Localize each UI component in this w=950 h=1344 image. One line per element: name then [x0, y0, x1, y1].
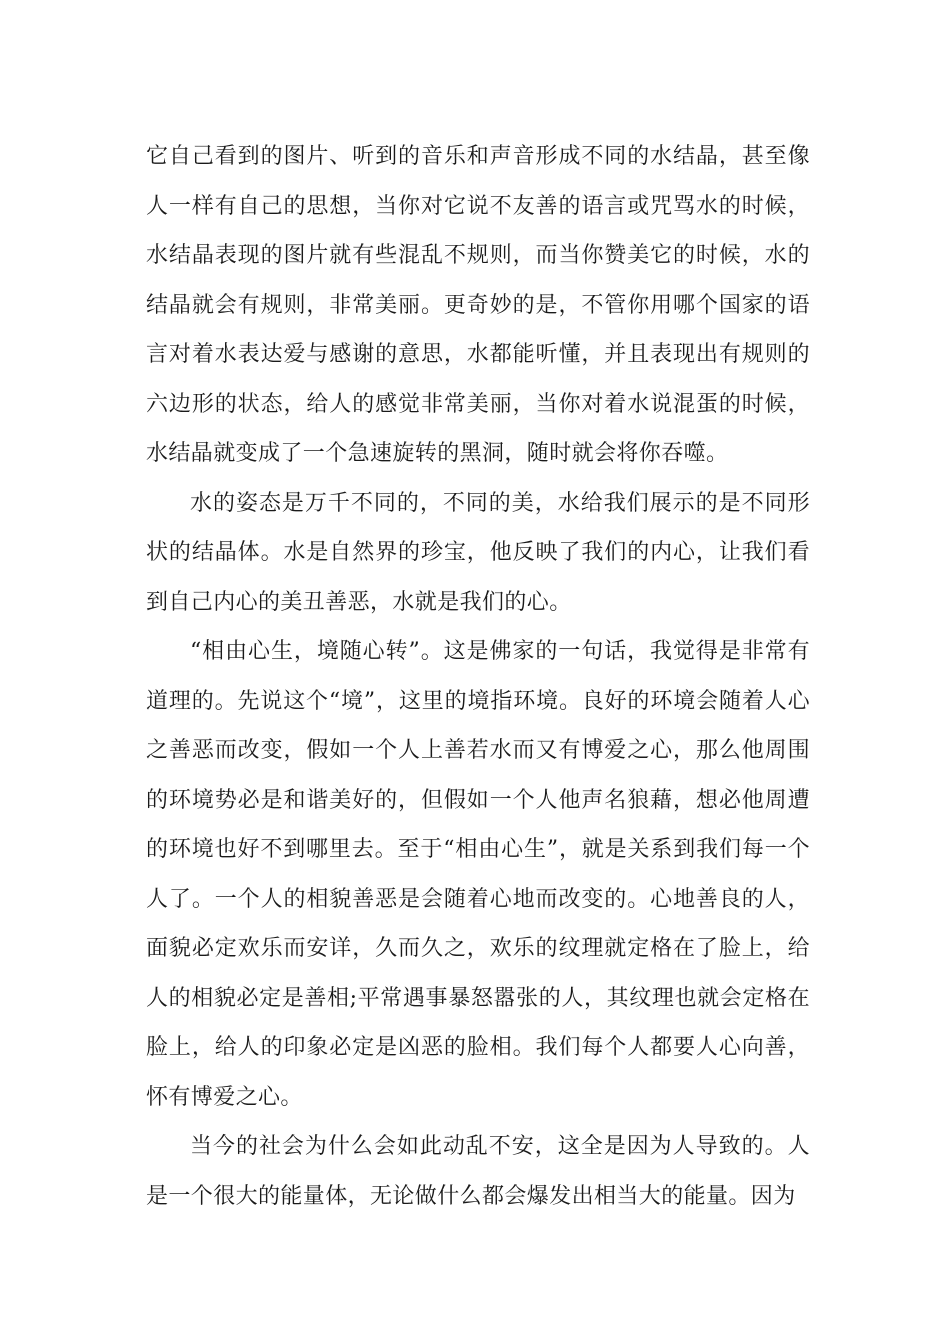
- document-body: [146, 132, 810, 1221]
- paragraph-water-forms: 水的姿态是万千不同的，不同的美，水给我们展示的是不同形状的结晶体。水是自然界的珍宝，他反映了我们的内心，让我们看到自己内心的美丑善恶，水就是我们的心。: [146, 490, 810, 615]
- paragraph-continuation: 它自己看到的图片、听到的音乐和声音形成不同的水结晶，甚至像人一样有自己的思想，当你对它说不友善的语言或咒骂水的时候，水结晶表现的图片就有些混乱不规则，而当你赞美它的时候，水的结晶就会有规则，非常美丽。更奇妙的是，不管你用哪个国家的语言对着水表达爱与感谢的意思，水都能听懂，并且表现出有规则的六边形的状态，给人的感觉非常美丽，当你对着水说混蛋的时候，水结晶就变成了一个急速旋转的黑洞，随时就会将你吞噬。: [146, 144, 810, 466]
- paragraph-society: 当今的社会为什么会如此动乱不安，这全是因为人导致的。人是一个很大的能量体，无论做什么都会爆发出相当大的能量。因为: [146, 1134, 810, 1209]
- paragraph-appearance-from-heart: “相由心生，境随心转”。这是佛家的一句话，我觉得是非常有道理的。先说这个“境”，这里的境指环境。良好的环境会随着人心之善恶而改变，假如一个人上善若水而又有博爱之心，那么他周围的环境势必是和谐美好的，但假如一个人他声名狼藉，想必他周遭的环境也好不到哪里去。至于“相由心生”，就是关系到我们每一个人了。一个人的相貌善恶是会随着心地而改变的。心地善良的人，面貌必定欢乐而安详，久而久之，欢乐的纹理就定格在了脸上，给人的相貌必定是善相;平常遇事暴怒嚣张的人，其纹理也就会定格在脸上，给人的印象必定是凶恶的脸相。我们每个人都要人心向善，怀有博爱之心。: [146, 639, 810, 1110]
